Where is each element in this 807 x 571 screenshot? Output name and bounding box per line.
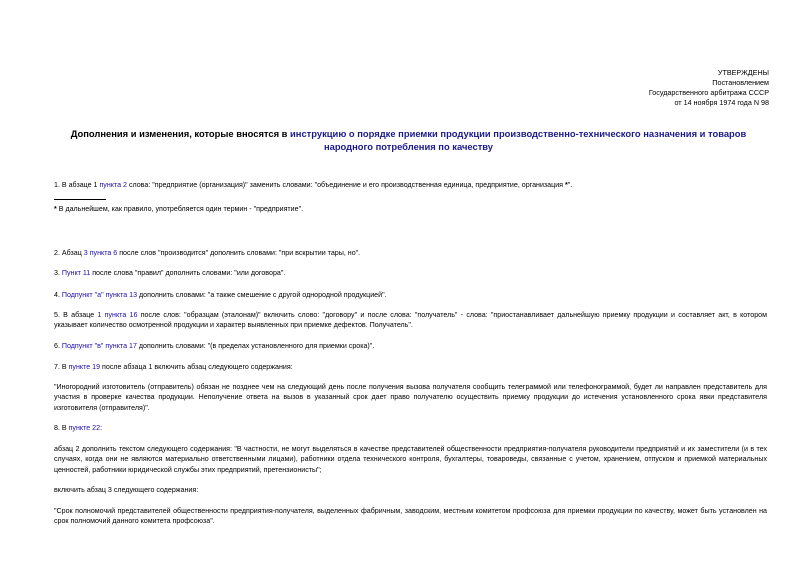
footnote-text: В дальнейшем, как правило, употребляется один термин - "предприятие". <box>56 205 304 213</box>
p1-text: ". <box>567 181 573 189</box>
approval-block <box>649 68 769 108</box>
link-punkt-11[interactable]: Пункт 11 <box>61 269 91 277</box>
paragraph-8 <box>54 423 767 433</box>
paragraph-5 <box>54 310 767 331</box>
footnote-marker: * <box>564 181 568 189</box>
p6-text: 6. <box>54 342 62 350</box>
p5-text: после слов: "образцам (эталонам)" включить слово: "договору" и после слова: "получатель" - слова: "приостанавливает дальнейшую приемку продукции и составляет акт, в котором указывает количество осмотренной продукции и характер выявленных при приемке дефектов. Получатель". <box>54 311 767 330</box>
p1-text: 1. В абзаце 1 <box>54 181 100 189</box>
link-punkt-17[interactable]: пункта 17 <box>105 342 137 350</box>
p2-text: 2. Абзац <box>54 249 84 257</box>
paragraph-4 <box>54 290 767 300</box>
paragraph-2 <box>54 248 767 258</box>
link-podpunkt-a[interactable]: Подпункт "а" <box>61 291 104 299</box>
p2-text: после слов "производится" дополнить словами: "при вскрытии тары, но". <box>117 249 361 257</box>
p1-text: слова: "предприятие (организация)" заменить словами: "объединение и его производственная единица, предприятие, организация <box>127 181 565 189</box>
link-abzac-3[interactable]: 3 <box>83 249 88 257</box>
p4-text: 4. <box>54 291 62 299</box>
paragraph-6 <box>54 341 767 351</box>
p6-text: дополнить словами: "(в пределах установленного для приемки срока)". <box>136 342 375 350</box>
p3-text: 3. <box>54 269 62 277</box>
p7-text: 7. В <box>54 363 69 371</box>
approval-line: Государственного арбитража СССР <box>648 88 769 97</box>
link-punkt-2[interactable]: пункта 2 <box>99 181 127 189</box>
link-punkt-13[interactable]: пункта 13 <box>105 291 138 299</box>
link-abzac-1[interactable]: 1 <box>97 311 102 319</box>
p3-text: после слова "правил" дополнить словами: "или договора". <box>90 269 286 277</box>
paragraph-8-quote: "Срок полномочий представителей общественности предприятия-получателя, выделенных фабричным, заводским, местным комитетом профсоюза для приемки продукции по качеству, может быть установлен на срок полномочий данного комитета профсоюза". <box>54 507 767 526</box>
document-title <box>60 128 757 153</box>
paragraph-7 <box>54 362 767 372</box>
footnote <box>54 204 767 214</box>
link-punkt-19[interactable]: пункте 19 <box>68 363 101 371</box>
link-punkt-6[interactable]: пункта 6 <box>89 249 118 257</box>
p7-text: после абзаца 1 включить абзац следующего содержания: <box>100 363 293 371</box>
paragraph-1 <box>54 180 767 190</box>
link-podpunkt-v[interactable]: Подпункт "в" <box>61 342 104 350</box>
title-instruction-link[interactable]: инструкцию о порядке приемки продукции производственно-технического назначения и товаров народного потребления по качеству <box>290 128 747 152</box>
title-prefix: Дополнения и изменения, которые вносятся в <box>70 128 291 139</box>
link-punkt-22[interactable]: пункте 22 <box>68 424 101 432</box>
link-punkt-16[interactable]: пункта 16 <box>104 311 138 319</box>
footnote-divider <box>54 199 106 200</box>
p8-text: 8. В <box>54 424 69 432</box>
p4-text: дополнить словами: "а также смешение с другой однородной продукцией". <box>137 291 387 299</box>
approval-line: Постановлением <box>712 78 769 87</box>
paragraph-8-abzac-2: абзац 2 дополнить текстом следующего содержания: "В частности, не могут выделяться в качестве представителей общественности предприятия-получателя руководители предприятий и их заместители (и в тех случаях, когда они не являются материально ответственными лицами), работники отдела технического контроля, бухгалтеры, товароведы, связанные с учетом, хранением, отпуском и приемкой материальных ценностей, работники юридической службы этих предприятий, претензионисты"; <box>54 445 767 474</box>
p8-text: : <box>100 424 103 432</box>
paragraph-3 <box>54 268 767 278</box>
footnote-marker: * <box>54 205 57 213</box>
paragraph-8-include: включить абзац 3 следующего содержания: <box>54 486 199 494</box>
approval-line: от 14 ноября 1974 года N 98 <box>674 98 769 107</box>
approval-line: УТВЕРЖДЕНЫ <box>717 68 769 77</box>
paragraph-7-quote: "Иногородний изготовитель (отправитель) обязан не позднее чем на следующий день после получения вызова получателя сообщить телеграммой или телефонограммой, будет ли направлен представитель для участия в проверке качества продукции. Неполучение ответа на вызов в указанный срок дает право получателю осуществить приемку продукции до истечения установленного срока явки представителя изготовителя (отправителя)". <box>54 383 767 412</box>
p5-text: 5. В абзаце <box>54 311 98 319</box>
